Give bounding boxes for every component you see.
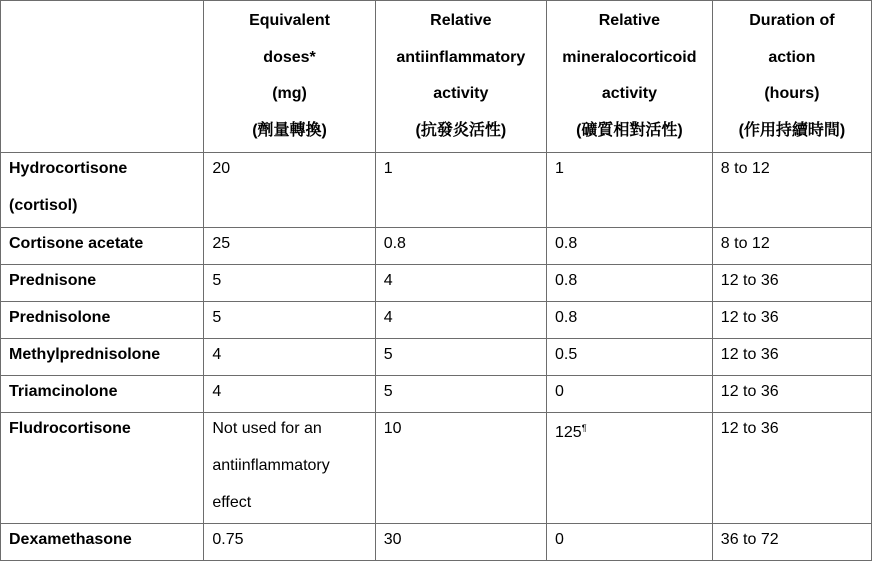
antiinflammatory-cell (375, 228, 546, 265)
mineralocorticoid-value: 0.8 (555, 309, 578, 326)
mineralocorticoid-cell (547, 524, 713, 561)
table-row (1, 376, 872, 413)
drug-name-cell (1, 339, 204, 376)
duration-value: 12 to 36 (720, 383, 779, 400)
duration-cell (712, 413, 871, 524)
dose-value: 5 (212, 272, 222, 289)
drug-name-line: Methylprednisolone (9, 346, 161, 363)
dose-cell (204, 153, 375, 228)
header-line: mineralocorticoid (562, 48, 697, 66)
dose-value: 4 (212, 383, 222, 400)
dose-cell (204, 265, 375, 302)
antiinflammatory-cell (375, 524, 546, 561)
dose-value: 5 (212, 309, 222, 326)
table-row (1, 153, 872, 228)
antiinflammatory-value: 4 (383, 272, 393, 289)
dose-line: antiinflammatory (212, 457, 330, 474)
mineralocorticoid-cell (547, 413, 713, 524)
header-line: (mg) (272, 85, 307, 102)
dose-cell (204, 339, 375, 376)
dose-cell (204, 524, 375, 561)
antiinflammatory-cell (375, 376, 546, 413)
table-row (1, 524, 872, 561)
drug-name-cell (1, 228, 204, 265)
mineralocorticoid-cell (547, 302, 713, 339)
drug-name-cell (1, 413, 204, 524)
dose-value: 0.75 (212, 531, 244, 548)
mineralocorticoid-cell (547, 339, 713, 376)
duration-value: 8 to 12 (720, 160, 770, 177)
footnote-mark: ¶ (581, 423, 587, 433)
drug-name-line: Cortisone acetate (9, 235, 144, 252)
dose-cell (204, 413, 375, 524)
drug-name-cell (1, 302, 204, 339)
duration-cell (712, 524, 871, 561)
mineralocorticoid-value: 0.5 (555, 346, 578, 363)
table-row (1, 265, 872, 302)
header-line: Equivalent (249, 12, 330, 29)
antiinflammatory-value: 10 (383, 420, 402, 437)
antiinflammatory-cell (375, 302, 546, 339)
dose-cell (204, 302, 375, 339)
mineralocorticoid-cell (547, 376, 713, 413)
drug-name-line: Fludrocortisone (9, 420, 131, 437)
antiinflammatory-cell (375, 265, 546, 302)
header-line: (礦質相對活性) (576, 121, 683, 139)
header-empty (1, 1, 204, 153)
dose-cell (204, 228, 375, 265)
duration-cell (712, 228, 871, 265)
dose-line: Not used for an (212, 420, 322, 437)
antiinflammatory-value: 1 (383, 160, 393, 177)
header-duration-of-action (712, 1, 871, 153)
drug-name-cell (1, 265, 204, 302)
antiinflammatory-cell (375, 413, 546, 524)
duration-value: 12 to 36 (720, 346, 779, 363)
table-row (1, 302, 872, 339)
header-row (1, 1, 872, 153)
antiinflammatory-value: 5 (383, 383, 393, 400)
antiinflammatory-cell (375, 339, 546, 376)
dose-value: 4 (212, 346, 222, 363)
duration-cell (712, 339, 871, 376)
mineralocorticoid-value: 0 (555, 383, 564, 400)
duration-value: 12 to 36 (720, 309, 779, 326)
header-line: (抗發炎活性) (415, 121, 507, 139)
duration-value: 36 to 72 (720, 531, 779, 548)
mineralocorticoid-value: 0 (555, 531, 564, 548)
duration-cell (712, 153, 871, 228)
table-row (1, 339, 872, 376)
drug-name-cell (1, 153, 204, 228)
header-relative-mineralocorticoid (547, 1, 713, 153)
header-equivalent-doses (204, 1, 375, 153)
mineralocorticoid-value: 0.8 (555, 235, 578, 252)
antiinflammatory-value: 30 (383, 531, 402, 548)
drug-name-line: (cortisol) (9, 197, 78, 214)
dose-value: 25 (212, 235, 231, 252)
header-line: doses* (263, 48, 316, 66)
duration-cell (712, 302, 871, 339)
drug-name-line: Prednisone (9, 272, 97, 289)
header-line: (hours) (764, 85, 820, 102)
drug-name-line: Hydrocortisone (9, 160, 128, 177)
table-row (1, 228, 872, 265)
mineralocorticoid-value: 0.8 (555, 272, 578, 289)
drug-name-cell (1, 376, 204, 413)
antiinflammatory-value: 4 (383, 309, 393, 326)
duration-value: 12 to 36 (720, 272, 779, 289)
dose-line: effect (212, 494, 252, 511)
header-line: action (768, 48, 816, 66)
header-line: activity (601, 85, 657, 102)
header-line: Duration of (749, 12, 835, 29)
dose-cell (204, 376, 375, 413)
drug-name-line: Prednisolone (9, 309, 111, 326)
dose-value: 20 (212, 160, 231, 177)
header-line: (作用持續時間) (738, 121, 846, 139)
header-line: activity (433, 85, 489, 102)
header-line: (劑量轉換) (252, 121, 327, 139)
duration-cell (712, 265, 871, 302)
drug-name-line: Triamcinolone (9, 383, 118, 400)
mineralocorticoid-cell (547, 153, 713, 228)
duration-value: 12 to 36 (720, 420, 779, 437)
duration-cell (712, 376, 871, 413)
header-line: Relative (598, 12, 661, 29)
header-relative-antiinflammatory (375, 1, 546, 153)
antiinflammatory-value: 5 (383, 346, 393, 363)
header-line: antiinflammatory (396, 48, 526, 66)
duration-value: 8 to 12 (720, 235, 770, 252)
mineralocorticoid-cell (547, 265, 713, 302)
antiinflammatory-value: 0.8 (383, 235, 406, 252)
table-row (1, 413, 872, 524)
drug-name-line: Dexamethasone (9, 531, 132, 548)
mineralocorticoid-cell (547, 228, 713, 265)
mineralocorticoid-value: 1 (555, 160, 564, 177)
mineralocorticoid-value: 125 (555, 424, 582, 441)
antiinflammatory-cell (375, 153, 546, 228)
drug-name-cell (1, 524, 204, 561)
header-line: Relative (430, 12, 492, 29)
